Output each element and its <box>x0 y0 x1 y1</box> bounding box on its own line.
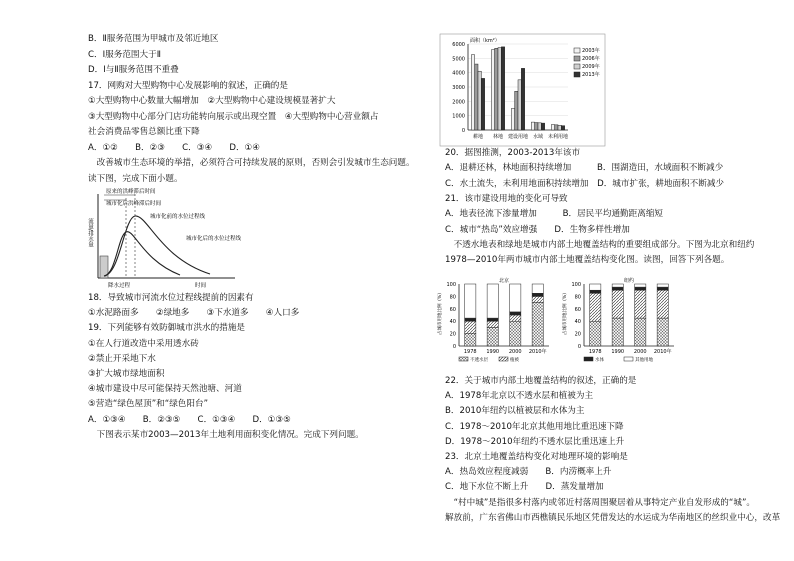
y-tick-label: 3000 <box>452 85 465 91</box>
y-tick-label: 5000 <box>452 56 465 63</box>
stacked-segment <box>590 293 601 321</box>
y-tick-label: 60 <box>574 306 581 313</box>
x-tick-label: 1990 <box>486 349 500 355</box>
stacked-segment <box>487 318 498 321</box>
y-axis-label: 面积（km²） <box>470 38 500 44</box>
text-line: 社会消费品零售总额比重下降 <box>88 127 200 137</box>
x-tick-label: 1978 <box>588 349 602 355</box>
x-tick-label: 2010年 <box>653 349 672 355</box>
x-tick-label: 水域 <box>532 134 544 140</box>
text-line: 21．该市建设用地的变化可导致 <box>445 193 568 204</box>
text-line: “村中城”是指很多村落内或邻近村落周围聚居着从事特定产业自发形成的“城”。 <box>445 497 755 508</box>
text-line: 不透水地表和绿地是城市内部土地覆盖结构的重要组成部分。下图为北京和纽约 <box>445 239 755 250</box>
x-tick-label: 林地 <box>492 134 504 140</box>
bar <box>561 126 564 130</box>
bar <box>555 125 558 130</box>
y-tick-label: 80 <box>449 294 456 301</box>
bar <box>531 122 534 130</box>
stacked-segment <box>657 318 668 346</box>
x-tick-label: 耕地 <box>472 134 484 140</box>
stacked-segment <box>510 312 521 315</box>
x-tick-label: 2000 <box>508 349 522 355</box>
stacked-segment <box>635 284 646 287</box>
hydro-label-top1: 原来的洪峰滞后时间 <box>106 189 156 195</box>
stacked-segment <box>635 287 646 290</box>
text-line: B．2010年纽约以植被层和水体为主 <box>445 406 585 417</box>
y-tick-label: 0 <box>452 344 456 350</box>
text-line: 下图表示某市2003—2013年土地利用面积变化情况。完成下列问题。 <box>88 429 364 440</box>
bar <box>511 109 514 131</box>
text-line: 解放前，广东省佛山市西樵镇民乐地区凭借发达的水运成为华南地区的丝织业中心，改革 <box>445 512 781 523</box>
stacked-segment <box>510 321 521 346</box>
y-tick-label: 1000 <box>452 113 465 120</box>
bar <box>535 123 538 130</box>
text-line: D．Ⅰ与Ⅱ服务范围不重叠 <box>88 65 179 75</box>
curve-before <box>104 216 210 276</box>
stacked-segment <box>465 334 476 346</box>
stacked-segment <box>465 318 476 321</box>
text-line: C．地下水位不断上升 D．蒸发量增加 <box>445 482 604 493</box>
beijing-cover-chart <box>437 276 555 364</box>
bar <box>541 123 544 130</box>
text-line: ①在人行道改造中采用透水砖 <box>88 338 199 349</box>
legend-label: 植被 <box>510 358 519 363</box>
y-axis-label: 占城市用地比例（%） <box>438 290 443 335</box>
stacked-segment <box>590 290 601 293</box>
text-line: A．退耕还林，林地面积持续增加 B．围湖造田，水域面积不断减少 <box>445 163 724 174</box>
legend-label: 水体 <box>595 358 604 363</box>
chart-title: 北京 <box>498 278 510 284</box>
stacked-segment <box>532 303 543 346</box>
legend-label: 2006年 <box>582 56 600 62</box>
curve-after <box>104 232 180 276</box>
text-line: C．城市“热岛”效应增强 D．生物多样性增加 <box>445 224 630 235</box>
bar <box>551 125 554 130</box>
legend-swatch <box>624 357 633 361</box>
bar <box>501 47 504 130</box>
bar <box>481 78 484 130</box>
legend-label: 2013年 <box>582 72 600 78</box>
stacked-segment <box>657 284 668 287</box>
legend-swatch <box>574 72 580 77</box>
y-tick-label: 0 <box>461 128 465 134</box>
text-line: A．①③④ B．②③⑤ C．①③④ D．①③⑤ <box>88 414 291 425</box>
stacked-segment <box>510 284 521 312</box>
bar <box>521 68 524 130</box>
text-line: 改善城市生态环境的举措，必须符合可持续发展的原则，否则会引发城市生态问题。 <box>88 158 415 168</box>
stacked-segment <box>657 287 668 290</box>
stacked-segment <box>612 290 623 318</box>
x-tick-label: 2010年 <box>528 349 547 355</box>
stacked-segment <box>612 284 623 287</box>
y-tick-label: 0 <box>577 344 581 350</box>
x-tick-label: 未利用地 <box>547 134 569 140</box>
text-line: 18．导致城市河流水位过程线提前的因素有 <box>88 293 254 303</box>
stacked-segment <box>657 290 668 318</box>
text-line: 22．关于城市内部土地覆盖结构的叙述，正确的是 <box>445 376 637 386</box>
bar <box>498 48 501 130</box>
stacked-segment <box>487 327 498 346</box>
text-line: 23．北京土地覆盖结构变化对地理环境的影响是 <box>445 452 628 462</box>
x-tick-label: 1978 <box>463 349 477 355</box>
legend-swatch <box>499 357 508 361</box>
legend-label: 2003年 <box>582 48 600 54</box>
hydro-curve2: 城市化后的水位过程线 <box>186 236 242 242</box>
text-line: ④城市建设中尽可能保持天然池塘、河道 <box>88 384 242 395</box>
y-tick-label: 4000 <box>452 70 465 77</box>
bar <box>491 50 494 130</box>
text-line: A．①② B．②③ C．③④ D．①④ <box>88 142 260 153</box>
stacked-segment <box>635 290 646 318</box>
hydro-xlabel: 时间 <box>195 283 207 289</box>
bar <box>515 91 518 130</box>
bar <box>478 71 481 130</box>
text-line: C．1978～2010年北京其他用地比重迅速下降 <box>445 421 624 432</box>
x-tick-label: 2000 <box>633 349 647 355</box>
legend-label: 其他用地 <box>635 358 653 363</box>
y-tick-label: 40 <box>449 319 456 326</box>
text-line: ①水泥路面多 ②绿地多 ③下水道多 ④人口多 <box>88 308 300 319</box>
legend-swatch <box>574 64 580 69</box>
x-tick-label: 建设用地 <box>507 134 529 140</box>
text-line: C．水土流失，未利用地面积持续增加 D．城市扩张，耕地面积不断减少 <box>445 178 725 189</box>
text-line: ①大型购物中心数量大幅增加 ②大型购物中心建设规模显著扩大 <box>88 96 336 106</box>
y-tick-label: 2000 <box>452 99 465 106</box>
stacked-segment <box>465 321 476 333</box>
bar <box>471 55 474 130</box>
hydro-label-top2: 城市化后洪峰滞后时间 <box>106 201 162 207</box>
text-line: A．1978年北京以不透水层和植被为主 <box>445 391 594 402</box>
stacked-segment <box>510 315 521 321</box>
text-line: C．Ⅰ服务范围大于Ⅱ <box>88 49 161 60</box>
y-tick-label: 20 <box>449 331 456 338</box>
text-line: A．热岛效应程度减弱 B．内涝概率上升 <box>445 467 612 478</box>
text-line: 20．据图推测，2003-2013年该市 <box>445 148 581 158</box>
stacked-segment <box>612 318 623 346</box>
legend-label: 不透水层 <box>470 358 488 363</box>
hydrograph-figure <box>87 188 242 290</box>
hydro-ylabel: 流量/排水量 <box>87 218 93 248</box>
y-tick-label: 60 <box>449 306 456 313</box>
stacked-segment <box>590 321 601 346</box>
text-line: ③大型购物中心部分门店功能转向展示或出现空置 ④大型购物中心营业额占 <box>88 111 379 122</box>
y-tick-label: 100 <box>571 282 581 288</box>
text-line: ②禁止开采地下水 <box>88 353 156 364</box>
text-line: A．地表径流下渗量增加 B．居民平均通勤距离缩短 <box>445 209 664 220</box>
bar <box>518 80 521 130</box>
legend-label: 2009年 <box>582 64 600 70</box>
right-column <box>400 0 794 561</box>
stacked-segment <box>487 321 498 327</box>
stacked-segment <box>590 284 601 290</box>
bar <box>538 123 541 130</box>
text-line: 读下图，完成下面小题。 <box>88 173 183 184</box>
bar <box>558 125 561 130</box>
legend-swatch <box>574 48 580 53</box>
y-tick-label: 80 <box>574 294 581 301</box>
y-tick-label: 40 <box>574 319 581 326</box>
stacked-segment <box>635 318 646 346</box>
stacked-segment <box>487 284 498 318</box>
stacked-segment <box>532 284 543 293</box>
legend-swatch <box>574 56 580 61</box>
y-tick-label: 6000 <box>452 42 465 48</box>
stacked-segment <box>612 287 623 290</box>
stacked-segment <box>532 293 543 296</box>
legend-swatch <box>584 357 593 361</box>
y-tick-label: 100 <box>446 282 456 288</box>
text-line: B．Ⅱ服务范围为甲城市及邻近地区 <box>88 34 219 44</box>
hydro-rain: 降水过程 <box>108 283 131 289</box>
hydro-curve1: 城市化前的水位过程线 <box>150 214 206 220</box>
y-tick-label: 20 <box>574 331 581 338</box>
chart-title: 纽约 <box>623 278 635 284</box>
text-line: 19．下列能够有效防御城市洪水的措施是 <box>88 323 246 334</box>
bar <box>475 64 478 130</box>
newyork-cover-chart <box>562 276 680 364</box>
legend-swatch <box>459 357 468 361</box>
text-line: 17．网购对大型购物中心发展影响的叙述，正确的是 <box>88 80 288 91</box>
text-line: ③扩大城市绿地面积 <box>88 369 165 379</box>
y-axis-label: 占城市用地比例（%） <box>563 290 568 335</box>
text-line: 1978—2010年两市城市内部土地覆盖结构变化图。读图，回答下列各题。 <box>445 255 730 266</box>
bar <box>495 48 498 130</box>
x-tick-label: 1990 <box>611 349 625 355</box>
stacked-segment <box>465 284 476 318</box>
stacked-segment <box>532 296 543 302</box>
land-use-bar-chart <box>440 34 605 146</box>
text-line: D．1978～2010年纽约不透水层比重迅速上升 <box>445 436 625 447</box>
text-line: ⑤营造“绿色屋顶”和“绿色阳台” <box>88 399 209 410</box>
